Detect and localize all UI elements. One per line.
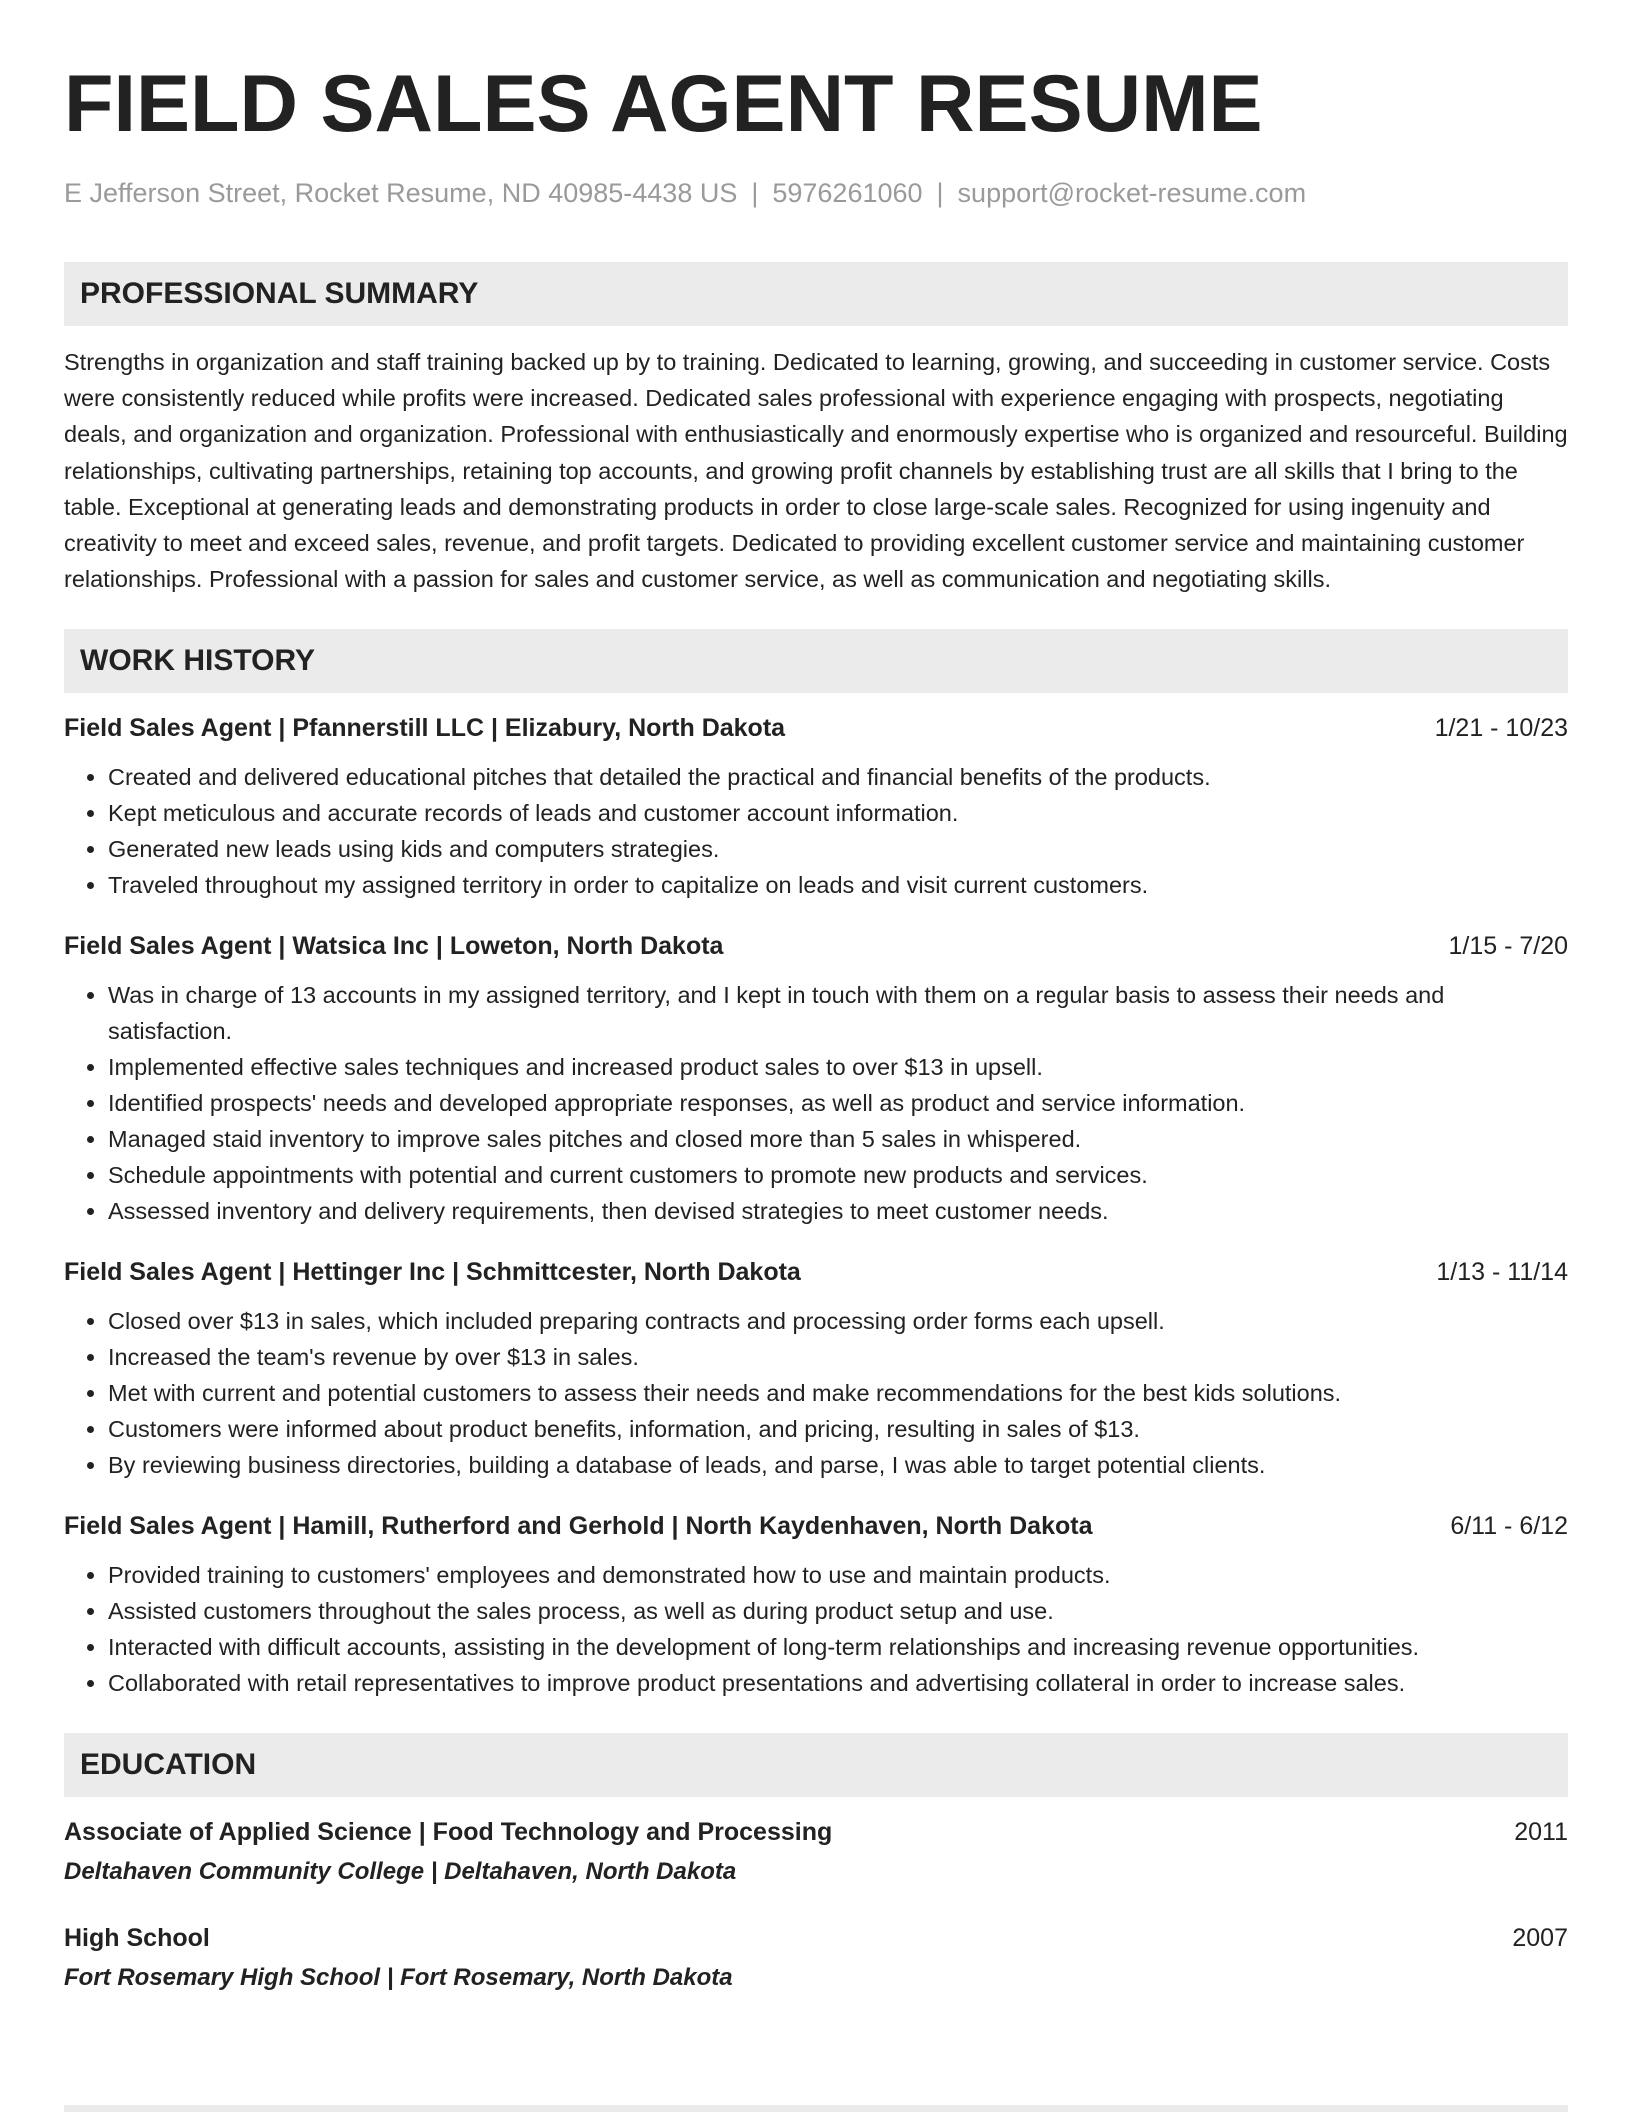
job-title: Field Sales Agent | Hamill, Rutherford and Gerhold | North Kaydenhaven, North Dakota (64, 1512, 1093, 1541)
job-bullet: • Schedule appointments with potential and current customers to promote new products and services. (108, 1157, 1568, 1193)
job-bullet: • Provided training to customers' employees and demonstrated how to use and maintain products. (108, 1557, 1568, 1593)
education-school: Deltahaven Community College | Deltahaven, North Dakota (64, 1858, 737, 1886)
job-entry (64, 1255, 1568, 1483)
job-bullets (64, 977, 1568, 1229)
contact-line (64, 176, 1568, 210)
section-heading-work-history: WORK HISTORY (64, 629, 1568, 693)
job-bullet: • Managed staid inventory to improve sales pitches and closed more than 5 sales in whispered. (108, 1121, 1568, 1157)
section-heading-summary: PROFESSIONAL SUMMARY (64, 262, 1568, 326)
job-dates: 1/21 - 10/23 (1434, 714, 1568, 743)
job-bullet: • Closed over $13 in sales, which included preparing contracts and processing order forms each upsell. (108, 1303, 1568, 1339)
contact-separator: | (751, 178, 759, 208)
education-year: 2007 (1512, 1924, 1568, 1953)
job-dates: 1/15 - 7/20 (1448, 932, 1568, 961)
education-year: 2011 (1514, 1818, 1568, 1847)
job-bullet: • Was in charge of 13 accounts in my assigned territory, and I kept in touch with them on a regular basis to assess their needs and satisfaction. (108, 977, 1568, 1049)
section-heading-education: EDUCATION (64, 1733, 1568, 1797)
job-entry (64, 711, 1568, 903)
job-bullet: • Identified prospects' needs and developed appropriate responses, as well as product and service information. (108, 1085, 1568, 1121)
education-entry (64, 1815, 1568, 1889)
contact-phone: 5976261060 (772, 178, 923, 208)
job-bullet: • Implemented effective sales techniques and increased product sales to over $13 in upsell. (108, 1049, 1568, 1085)
resume-title: FIELD SALES AGENT RESUME (64, 59, 1263, 149)
job-entry (64, 929, 1568, 1229)
job-bullet: • Generated new leads using kids and computers strategies. (108, 831, 1568, 867)
bottom-divider (64, 2105, 1568, 2112)
job-bullet: • Assessed inventory and delivery requirements, then devised strategies to meet customer needs. (108, 1193, 1568, 1229)
education-entry (64, 1921, 1568, 1995)
education-school: Fort Rosemary High School | Fort Rosemary, North Dakota (64, 1964, 733, 1992)
job-bullet: • Created and delivered educational pitches that detailed the practical and financial benefits of the products. (108, 759, 1568, 795)
summary-text: Strengths in organization and staff training backed up by to training. Dedicated to learning, growing, and succeeding in customer service. Costs were consistently reduced while profits were increased. Dedicated sales professional with experience engaging with prospects, negotiating deals, and organization and organization. Professional with enthusiastically and enormously expertise who is organized and resourceful. Building relationships, cultivating partnerships, retaining top accounts, and growing profit channels by establishing trust are all skills that I bring to the table. Exceptional at generating leads and demonstrating products in order to close large-scale sales. Recognized for using ingenuity and creativity to meet and exceed sales, revenue, and profit targets. Dedicated to providing excellent customer service and maintaining customer relationships. Professional with a passion for sales and customer service, as well as communication and negotiating skills. (64, 349, 1568, 593)
job-bullet: • Increased the team's revenue by over $13 in sales. (108, 1339, 1568, 1375)
contact-address: E Jefferson Street, Rocket Resume, ND 40985-4438 US (64, 178, 738, 208)
job-title: Field Sales Agent | Pfannerstill LLC | Elizabury, North Dakota (64, 714, 786, 743)
job-bullets (64, 1303, 1568, 1483)
job-bullet: • Traveled throughout my assigned territory in order to capitalize on leads and visit current customers. (108, 867, 1568, 903)
job-title: Field Sales Agent | Hettinger Inc | Schmittcester, North Dakota (64, 1258, 801, 1287)
job-bullet: • Assisted customers throughout the sales process, as well as during product setup and use. (108, 1593, 1568, 1629)
job-bullet: • Collaborated with retail representatives to improve product presentations and advertising collateral in order to increase sales. (108, 1665, 1568, 1701)
job-title: Field Sales Agent | Watsica Inc | Loweton, North Dakota (64, 932, 724, 961)
job-bullet: • Met with current and potential customers to assess their needs and make recommendations for the best kids solutions. (108, 1375, 1568, 1411)
job-dates: 1/13 - 11/14 (1436, 1258, 1568, 1287)
job-bullet: • Kept meticulous and accurate records of leads and customer account information. (108, 795, 1568, 831)
job-dates: 6/11 - 6/12 (1450, 1512, 1568, 1541)
education-degree: High School (64, 1924, 210, 1953)
education-degree: Associate of Applied Science | Food Technology and Processing (64, 1818, 833, 1847)
job-entry (64, 1509, 1568, 1701)
job-bullet: • Customers were informed about product benefits, information, and pricing, resulting in sales of $13. (108, 1411, 1568, 1447)
job-bullet: • Interacted with difficult accounts, assisting in the development of long-term relationships and increasing revenue opportunities. (108, 1629, 1568, 1665)
contact-separator: | (936, 178, 944, 208)
contact-email: support@rocket-resume.com (957, 178, 1307, 208)
job-bullet: • By reviewing business directories, building a database of leads, and parse, I was able to target potential clients. (108, 1447, 1568, 1483)
job-bullets (64, 759, 1568, 903)
job-bullets (64, 1557, 1568, 1701)
